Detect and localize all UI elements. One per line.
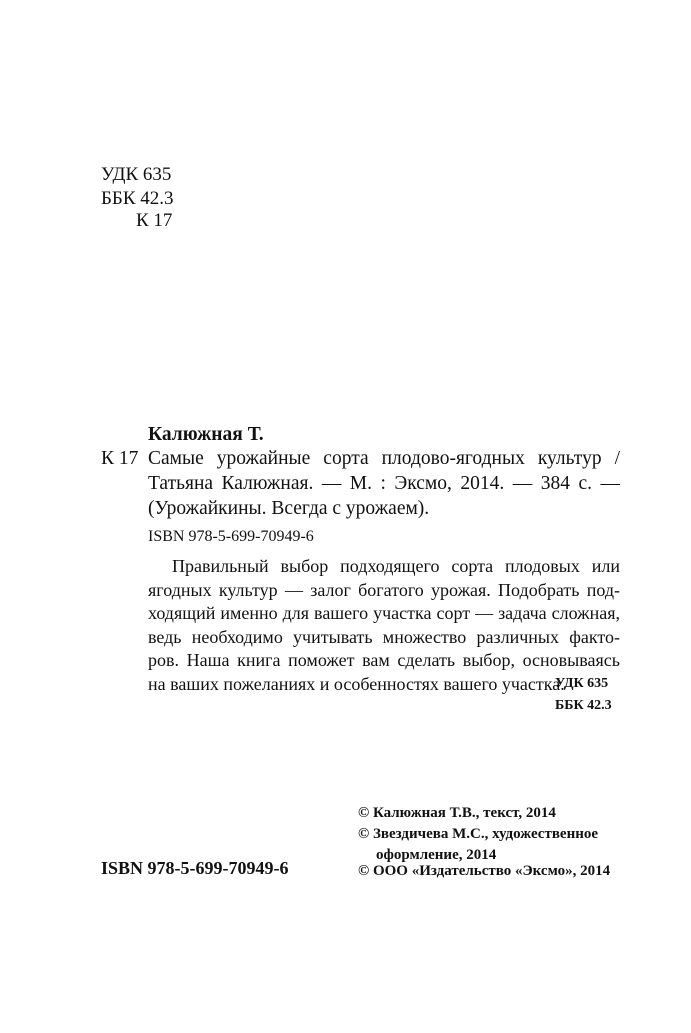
copyright-publisher: © ООО «Издательство «Эксмо», 2014 — [358, 863, 611, 879]
copyright-author: © Калюжная Т.В., текст, 2014 — [358, 805, 556, 821]
annotation-line: Правильный выбор подходящего сорта плодовых или — [172, 556, 620, 576]
author-mark-top: К 17 — [136, 210, 173, 231]
annotation-line: ров. Наша книга поможет вам сделать выбор, основываясь — [148, 650, 620, 671]
annotation-line: ведь необходимо учитывать множество различных факто- — [148, 626, 620, 647]
record-line-2: Татьяна Калюжная. — М. : Эксмо, 2014. — 384 с. — — [148, 473, 620, 494]
annotation-line: ходящий именно для вашего участка сорт — задача сложная, — [148, 603, 620, 624]
copyright-design-cont: оформление, 2014 — [376, 847, 497, 863]
isbn-bold: ISBN 978-5-699-70949-6 — [101, 858, 289, 878]
isbn-record: ISBN 978-5-699-70949-6 — [148, 528, 314, 545]
annotation-line: ягодных культур — залог богатого урожая. Подобрать под- — [148, 579, 620, 600]
bbk-top: ББК 42.3 — [101, 188, 174, 209]
author-name: Калюжная Т. — [148, 424, 264, 445]
bbk-bottom: ББК 42.3 — [555, 698, 612, 713]
copyright-design: © Звездичева М.С., художественное — [358, 826, 599, 842]
udk-top: УДК 635 — [101, 164, 172, 185]
record-line-1: Самые урожайные сорта плодово-ягодных культур / — [148, 448, 620, 469]
annotation — [148, 555, 620, 697]
udk-bottom: УДК 635 — [555, 676, 609, 691]
record-line-3: (Урожайкины. Всегда с урожаем). — [148, 498, 430, 519]
annotation-line: на ваших пожеланиях и особенностях вашего участка. — [148, 673, 565, 694]
author-mark-record: К 17 — [101, 448, 139, 469]
